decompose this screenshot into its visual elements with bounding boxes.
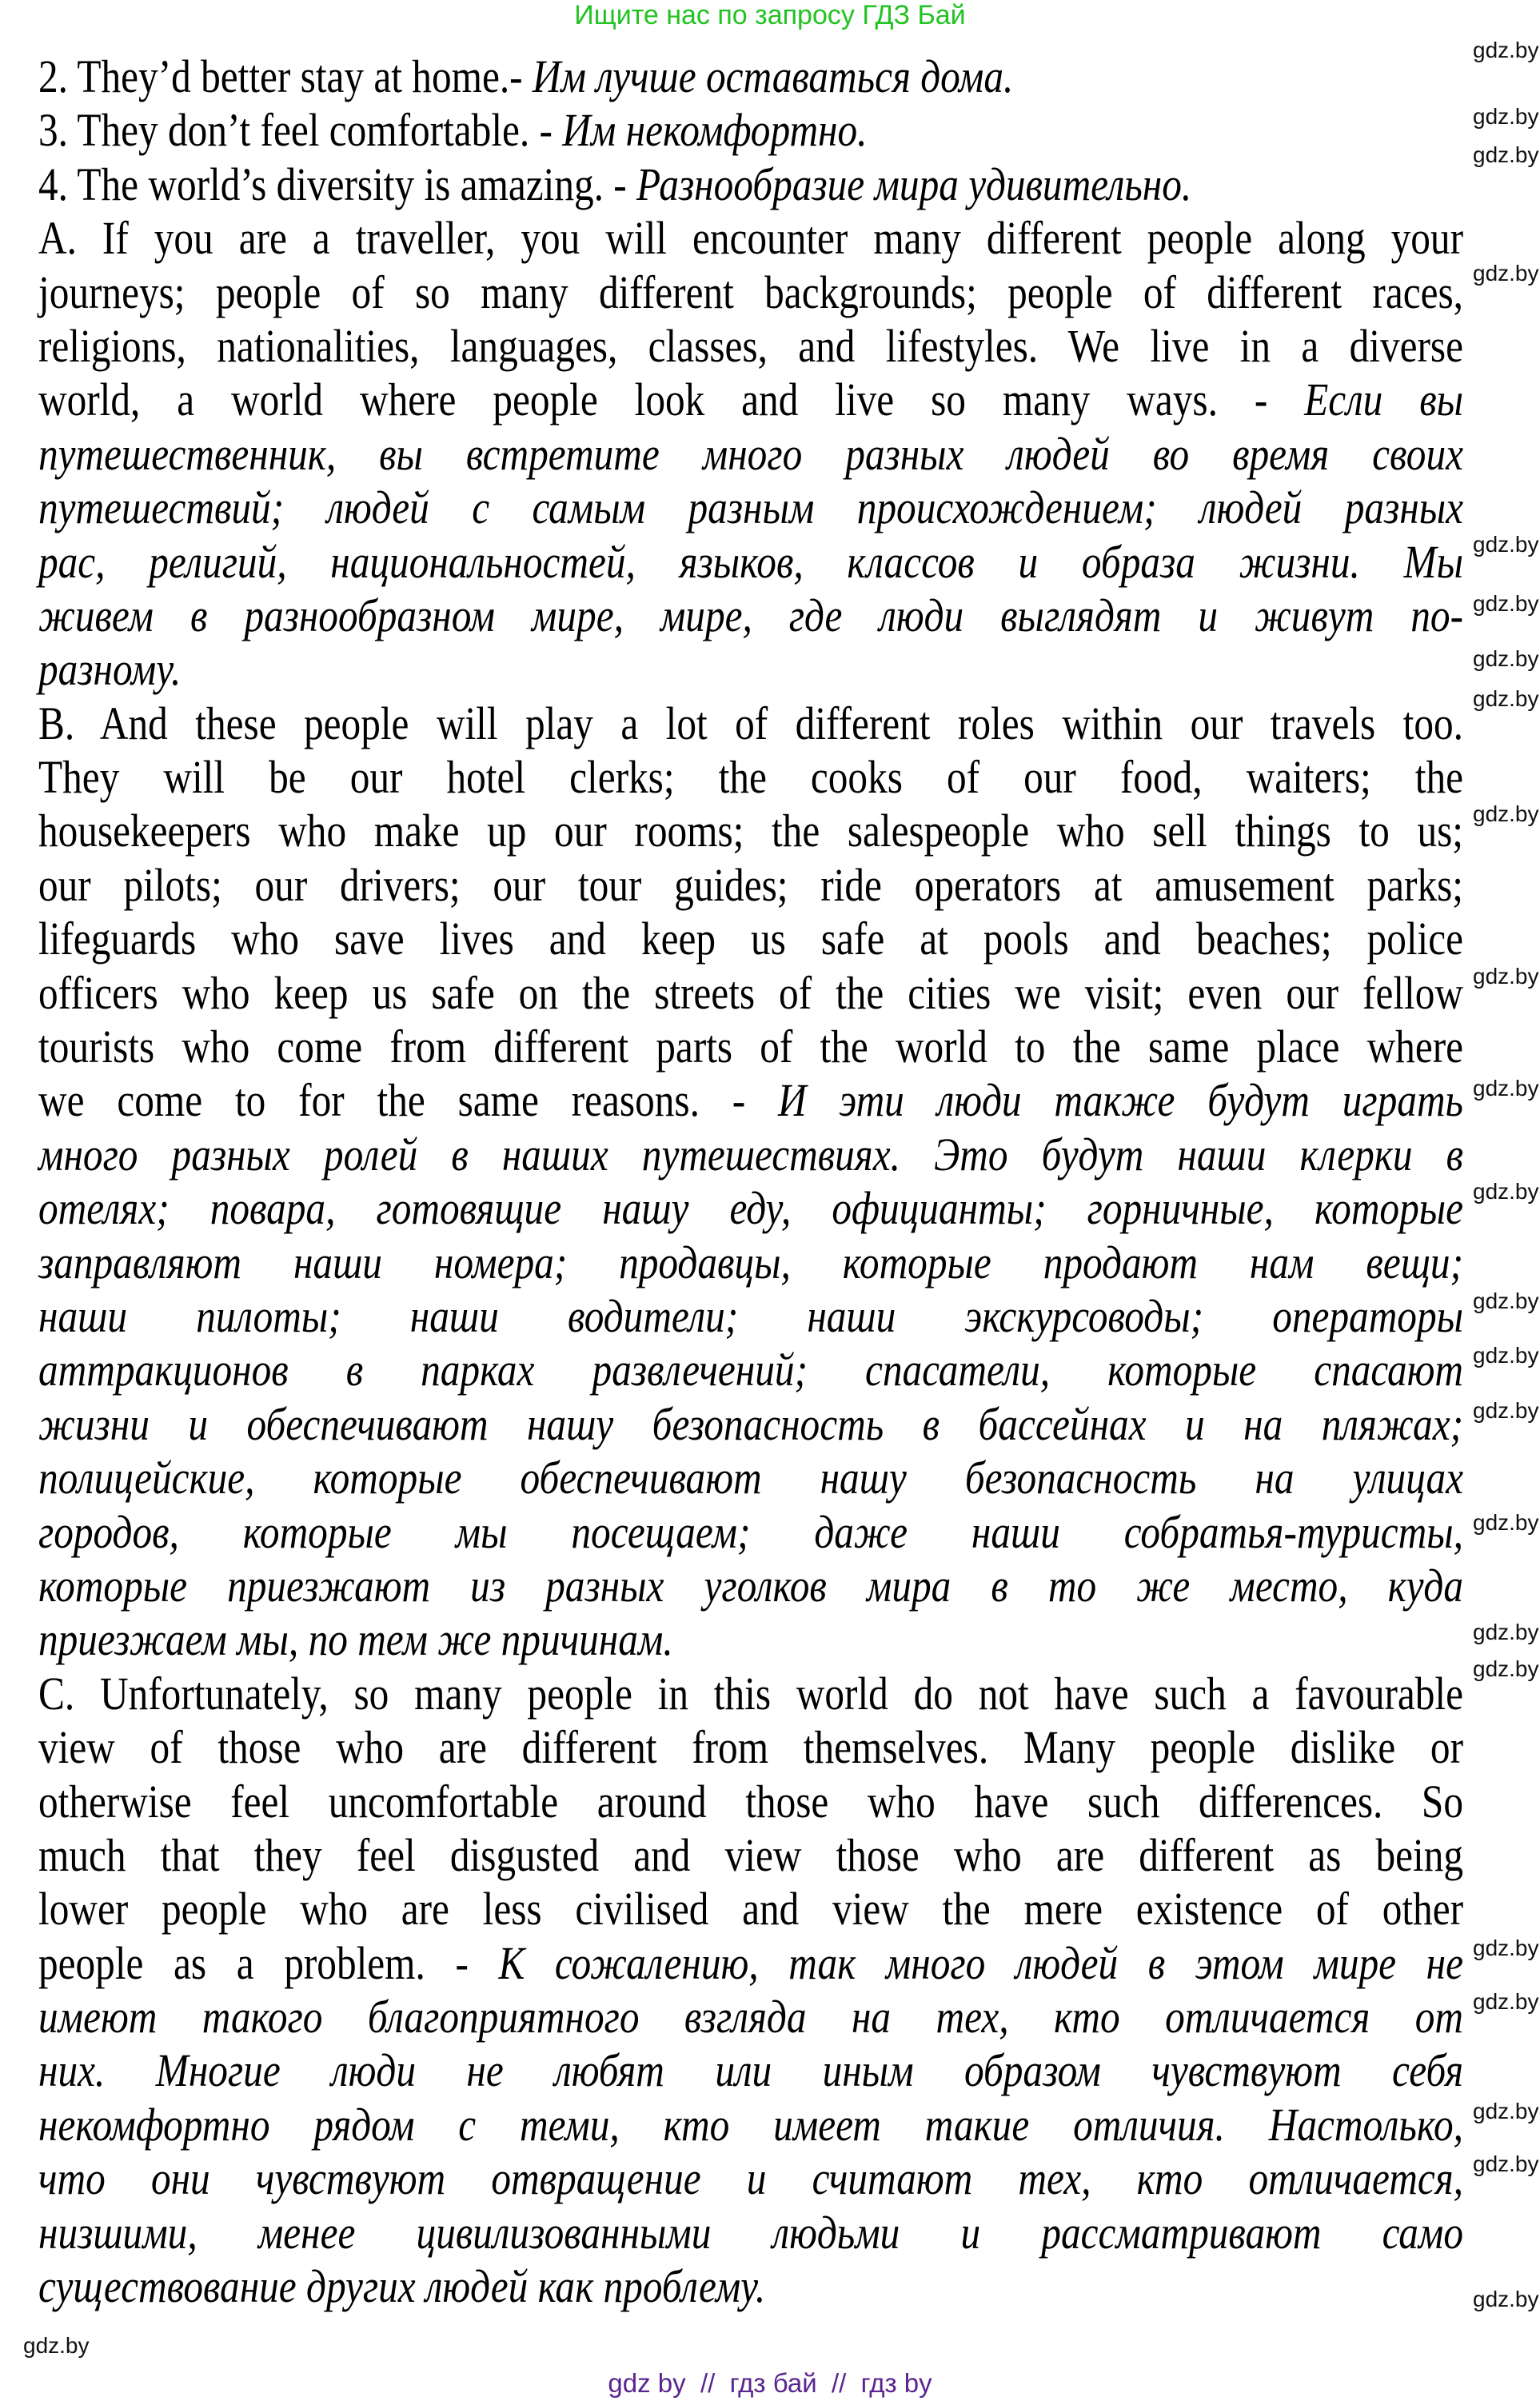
text-line-content [38, 427, 1463, 481]
text-line [38, 2151, 1463, 2205]
text-line-content [38, 103, 867, 157]
english-text: lifeguards who save lives and keep us safe at pools and beaches; police [38, 913, 1464, 965]
watermark-gdz: gdz.by [1473, 2099, 1539, 2123]
text-line [38, 373, 1463, 426]
text-line-content [38, 1020, 1463, 1073]
text-line [38, 912, 1463, 965]
text-line-content [38, 1343, 1463, 1396]
english-text: otherwise feel uncomfortable around those who have such differences. So [38, 1775, 1463, 1828]
watermark-gdz: gdz.by [1473, 964, 1539, 989]
translation-text: полицейские, которые обеспечивают нашу безопасность на улицах [38, 1452, 1463, 1504]
watermark-gdz: gdz.by [1473, 1656, 1539, 1681]
translation-text: заправляют наши номера; продавцы, которые продают нам вещи; [38, 1236, 1463, 1288]
translation-text: разному. [38, 643, 182, 696]
text-line-content [38, 966, 1463, 1020]
watermark-gdz: gdz.by [1473, 2151, 1539, 2176]
text-line-content [38, 373, 1463, 426]
translation-text: существование других людей как проблему. [38, 2260, 766, 2313]
english-text: much that they feel disgusted and view those who are different as being [38, 1828, 1463, 1881]
text-line-content [38, 158, 1191, 211]
text-line-content [38, 642, 181, 696]
text-line-content [38, 1559, 1463, 1612]
translation-text: приезжаем мы, по тем же причинам. [38, 1613, 673, 1666]
watermark-gdz: gdz.by [1473, 1179, 1539, 1204]
text-line [38, 1289, 1463, 1343]
translation-text: рас, религий, национальностей, языков, классов и образа жизни. Мы [38, 535, 1463, 588]
english-text: we come to for the same reasons. - [38, 1074, 779, 1127]
text-line [38, 158, 1463, 211]
translation-text: наши пилоты; наши водители; наши экскурсоводы; операторы [38, 1289, 1464, 1342]
watermark-gdz: gdz.by [1473, 1343, 1539, 1368]
text-line-content [38, 1667, 1463, 1720]
english-text: our pilots; our drivers; our tour guides; ride operators at amusement parks; [38, 858, 1463, 911]
text-line [38, 211, 1463, 265]
text-line-content [38, 858, 1463, 912]
translation-text: живем в разнообразном мире, мире, где люди выглядят и живут по- [38, 589, 1463, 641]
text-line [38, 1181, 1463, 1235]
text-line-content [38, 266, 1463, 319]
text-line-content [38, 1990, 1463, 2043]
text-line [38, 804, 1463, 857]
text-line-content [38, 1397, 1463, 1451]
english-text: officers who keep us safe on the streets of the cities we visit; even our fellow [38, 966, 1463, 1019]
text-line [38, 266, 1463, 319]
english-text: C. Unfortunately, so many people in this world do not have such a favourable [38, 1667, 1463, 1720]
translation-text: аттракционов в парках развлечений; спасатели, которые спасают [38, 1344, 1463, 1396]
watermark-gdz: gdz.by [1473, 261, 1539, 286]
text-line-content [38, 1128, 1463, 1181]
text-line [38, 697, 1463, 750]
text-line [38, 2043, 1463, 2097]
text-line [38, 1505, 1463, 1559]
watermark-gdz: gdz.by [1473, 1288, 1539, 1313]
translation-text: К сожалению, так много людей в этом мире не [498, 1936, 1463, 1989]
text-line [38, 535, 1463, 589]
text-line-content [38, 750, 1463, 804]
text-line-content [38, 1612, 673, 1666]
translation-text: Им лучше оставаться дома. [532, 50, 1014, 102]
translation-text: Им некомфортно. [562, 104, 868, 157]
text-line [38, 589, 1463, 642]
translation-text: путешественник, вы встретите много разных людей во время своих [38, 427, 1463, 480]
watermark-gdz: gdz.by [1473, 1989, 1539, 2014]
text-line-content [38, 535, 1463, 589]
text-line [38, 1236, 1463, 1289]
text-line-content [38, 589, 1463, 642]
translation-text: отелях; повара, готовящие нашу еду, официанты; горничные, которые [38, 1182, 1463, 1235]
text-line [38, 1936, 1463, 1990]
text-line [38, 858, 1463, 912]
text-line-content [38, 1236, 1463, 1289]
english-text: 4. The world’s diversity is amazing. - [38, 158, 637, 210]
translation-text: имеют такого благоприятного взгляда на тех, кто отличается от [38, 1991, 1463, 2043]
english-text: people as a problem. - [38, 1936, 499, 1989]
watermark-gdz: gdz.by [1473, 801, 1539, 826]
text-line-content [38, 2259, 765, 2313]
text-line [38, 481, 1463, 534]
watermark-gdz: gdz.by [1473, 38, 1539, 62]
text-line [38, 319, 1463, 373]
translation-text: жизни и обеспечивают нашу безопасность в бассейнах и на пляжах; [38, 1397, 1463, 1450]
english-text: housekeepers who make up our rooms; the salespeople who sell things to us; [38, 805, 1463, 857]
text-line-content [38, 1181, 1463, 1235]
text-line [38, 642, 1463, 696]
text-line [38, 2206, 1463, 2259]
text-line [38, 1612, 1463, 1666]
translation-text: городов, которые мы посещаем; даже наши собратья-туристы, [38, 1505, 1463, 1558]
text-line-content [38, 319, 1463, 373]
text-line [38, 1128, 1463, 1181]
english-text: B. And these people will play a lot of different roles within our travels too. [38, 697, 1463, 749]
text-line [38, 2259, 1463, 2313]
text-line-content [38, 481, 1463, 534]
text-line [38, 1451, 1463, 1504]
translation-text: много разных ролей в наших путешествиях. Это будут наши клерки в [38, 1128, 1463, 1181]
watermark-gdz: gdz.by [1473, 1620, 1539, 1644]
english-text: A. If you are a traveller, you will encounter many different people along your [38, 212, 1463, 265]
text-line-content [38, 1720, 1463, 1774]
translation-text: Если вы [1304, 374, 1464, 426]
english-text: lower people who are less civilised and view the mere existence of other [38, 1883, 1463, 1936]
english-text: world, a world where people look and live so many ways. - [38, 374, 1305, 426]
text-line-content [38, 697, 1463, 750]
text-line-content [38, 2098, 1463, 2151]
translation-text: некомфортно рядом с теми, кто имеет такие отличия. Настолько, [38, 2098, 1463, 2151]
text-line-content [38, 1289, 1463, 1343]
text-line [38, 1397, 1463, 1451]
english-text: tourists who come from different parts of the world to the same place where [38, 1021, 1463, 1073]
english-text: They will be our hotel clerks; the cooks of our food, waiters; the [38, 751, 1463, 804]
text-line [38, 103, 1463, 157]
watermark-gdz: gdz.by [1473, 686, 1539, 711]
text-line [38, 1559, 1463, 1612]
english-text: 2. They’d better stay at home.- [38, 50, 533, 102]
watermark-gdz: gdz.by [1473, 1936, 1539, 1960]
text-line-content [38, 1505, 1463, 1559]
watermark-gdz: gdz.by [1473, 532, 1539, 557]
text-line-content [38, 1451, 1463, 1504]
translation-text: которые приезжают из разных уголков мира в то же место, куда [38, 1559, 1463, 1612]
translation-text: них. Многие люди не любят или иным образом чувствуют себя [38, 2044, 1463, 2097]
text-line [38, 1073, 1463, 1127]
text-line-content [38, 1828, 1463, 1882]
text-line [38, 1990, 1463, 2043]
text-line [38, 750, 1463, 804]
text-line [38, 427, 1463, 481]
text-line [38, 1343, 1463, 1396]
text-line-content [38, 1882, 1463, 1936]
text-line-content [38, 912, 1463, 965]
footer-links[interactable]: gdz by // гдз бай // гдз by [608, 2368, 932, 2398]
watermark-gdz: gdz.by [1473, 1510, 1539, 1535]
document-body [38, 50, 1463, 2313]
english-text: view of those who are different from themselves. Many people dislike or [38, 1721, 1463, 1774]
translation-text: низшими, менее цивилизованными людьми и рассматривают само [38, 2206, 1463, 2259]
watermark-gdz: gdz.by [1473, 2287, 1539, 2311]
text-line-content [38, 804, 1463, 857]
text-line-content [38, 1073, 1463, 1127]
translation-text: путешествий; людей с самым разным происхождением; людей разных [38, 481, 1463, 534]
watermark-gdz: gdz.by [23, 2333, 90, 2358]
watermark-gdz: gdz.by [1473, 104, 1539, 129]
translation-text: что они чувствуют отвращение и считают тех, кто отличается, [38, 2152, 1463, 2205]
text-line-content [38, 2206, 1463, 2259]
text-line [38, 1775, 1463, 1828]
search-banner: Ищите нас по запросу ГДЗ Бай [574, 0, 966, 30]
translation-text: И эти люди также будут играть [778, 1074, 1463, 1127]
text-line [38, 966, 1463, 1020]
watermark-gdz: gdz.by [1473, 1398, 1539, 1423]
text-line [38, 1020, 1463, 1073]
text-line-content [38, 211, 1463, 265]
text-line [38, 50, 1463, 103]
watermark-gdz: gdz.by [1473, 142, 1539, 167]
text-line [38, 1828, 1463, 1882]
watermark-gdz: gdz.by [1473, 1076, 1539, 1101]
watermark-gdz: gdz.by [1473, 591, 1539, 616]
translation-text: Разнообразие мира удивительно. [636, 158, 1192, 210]
text-line [38, 1667, 1463, 1720]
text-line-content [38, 1775, 1463, 1828]
text-line-content [38, 2043, 1463, 2097]
text-line [38, 1720, 1463, 1774]
text-line-content [38, 50, 1013, 103]
text-line-content [38, 2151, 1463, 2205]
english-text: journeys; people of so many different backgrounds; people of different races, [38, 266, 1463, 318]
english-text: religions, nationalities, languages, classes, and lifestyles. We live in a diverse [38, 319, 1463, 372]
text-line [38, 1882, 1463, 1936]
english-text: 3. They don’t feel comfortable. - [38, 104, 563, 157]
watermark-gdz: gdz.by [1473, 646, 1539, 671]
text-line [38, 2098, 1463, 2151]
text-line-content [38, 1936, 1463, 1990]
